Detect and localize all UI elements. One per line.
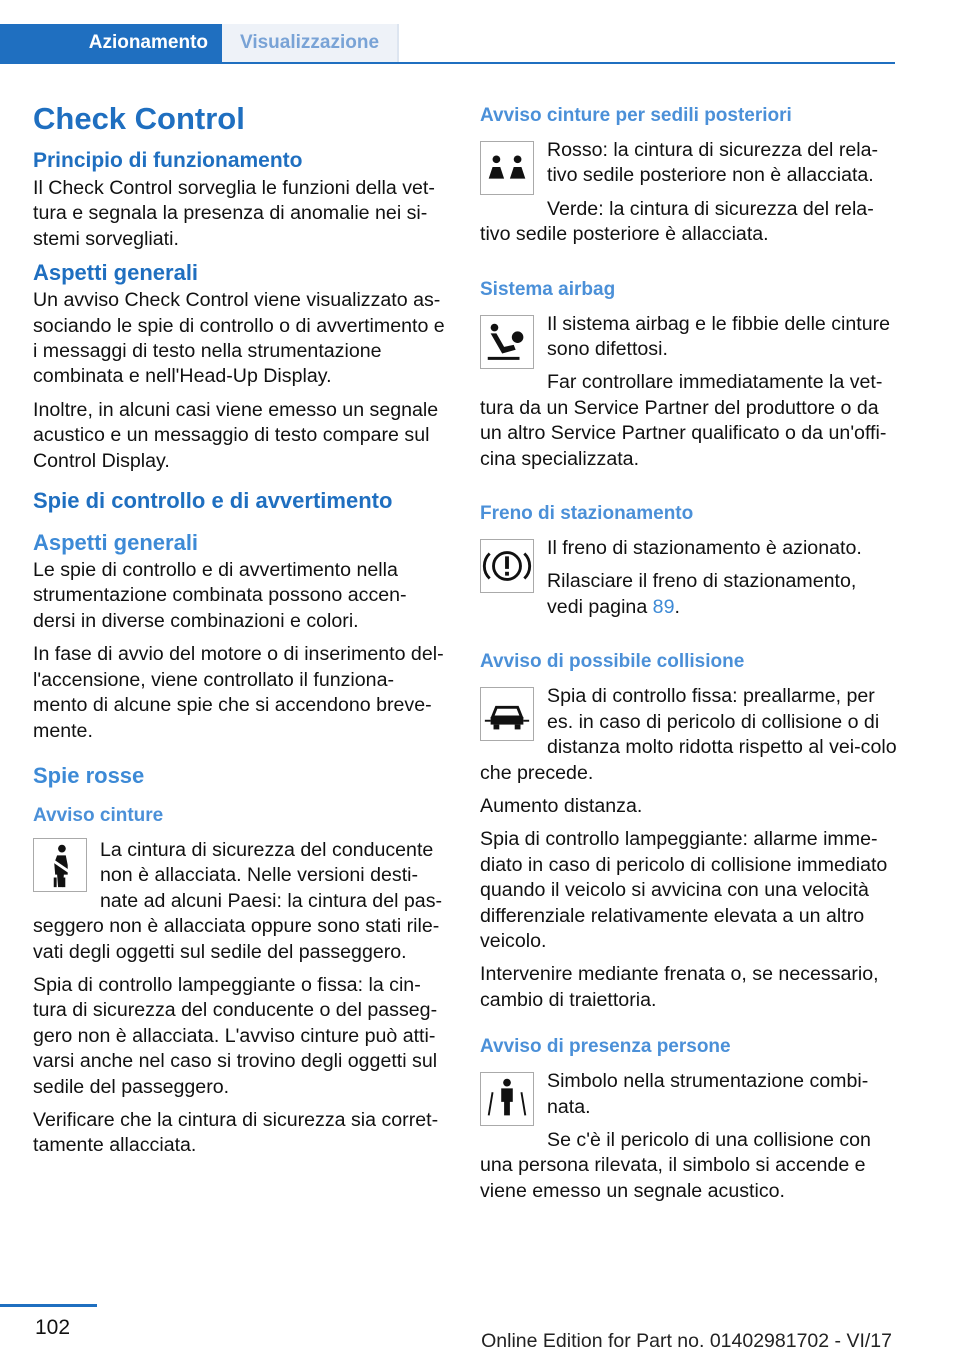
heading-cinture-posteriori: Avviso cinture per sedili posteriori [480,105,792,126]
page-number: 102 [35,1316,71,1339]
footer-edition: Online Edition for Part no. 01402981702 - VI/17 [481,1330,892,1352]
paragraph-cinture-2: Spia di controllo lampeggiante o fissa: la cin-tura di sicurezza del conducente o del passeg-gero non è allacciata. L'avviso cinture può atti-varsi anche nel caso si trovino degli oggetti sul sedile del passeggero. [33,973,438,1098]
paragraph-posteriori-2: Verde: la cintura di sicurezza del rela-tivo sedile posteriore è allacciata. [480,197,874,246]
paragraph-principio: Il Check Control sorveglia le funzioni della vet-tura e segnala la presenza di anomalie nei si-stemi sorvegliati. [33,177,435,250]
paragraph-persone-1: Simbolo nella strumentazione combi-nata. [547,1070,869,1118]
paragraph-aspetti2-a: Le spie di controllo e di avvertimento nella strumentazione combinata possono accen-dersi in diverse combinazioni e colori. [33,559,407,632]
heading-airbag: Sistema airbag [480,278,616,300]
paragraph-posteriori-1: Rosso: la cintura di sicurezza del rela-tivo sedile posteriore non è allacciata. [547,139,879,187]
page-title: Check Control [33,101,245,136]
paragraph-freno-1: Il freno di stazionamento è azionato. [547,537,862,560]
heading-avviso-cinture: Avviso cinture [33,804,164,826]
parking-brake-icon [480,539,534,593]
footer-rule [0,1304,97,1307]
paragraph-collisione-3: Spia di controllo lampeggiante: allarme imme-diato in caso di pericolo di collisione immediato quando il veicolo si avvicina con una velocità differenziale relativamente elevata a un altro veicolo. [480,828,888,952]
header-tabbar [0,24,895,64]
heading-persone: Avviso di presenza persone [480,1036,731,1058]
right-column [480,104,897,1212]
paragraph-freno-2 [480,569,897,620]
airbag-icon [480,315,534,369]
heading-spie-rosse: Spie rosse [33,762,145,788]
collision-warning-icon [480,687,534,741]
heading-aspetti-generali-2: Aspetti generali [33,530,199,556]
tab-azionamento[interactable]: Azionamento [0,24,222,62]
paragraph-airbag-2: Far controllare immediatamente la vet-tura da un Service Partner del produttore o da un altro Service Partner qualificato o da un'offi-cina specializzata. [480,371,887,470]
paragraph-aspetti2-b: In fase di avvio del motore o di inserimento del-l'accensione, viene controllato il funziona-mento di alcune spie che si accendono breve-mente. [33,643,444,742]
heading-collisione: Avviso di possibile collisione [480,651,745,673]
paragraph-cinture-1: La cintura di sicurezza del conducente non è allacciata. Nelle versioni desti-nate ad alcuni Paesi: la cintura del pas-seggero non è allacciata oppure sono stati rile-vati degli oggetti sul sedile del passeggero. [33,838,443,963]
seatbelt-warning-icon [33,838,87,892]
page-link-89[interactable]: 89 [652,595,675,618]
freno-text: Rilasciare il freno di stazionamento, vedi pagina [547,570,857,618]
left-column [33,100,445,1167]
paragraph-cinture-3: Verificare che la cintura di sicurezza sia corret-tamente allacciata. [33,1108,439,1157]
heading-freno: Freno di stazionamento [480,503,694,525]
freno-text-end: . [674,595,680,618]
paragraph-persone-2: Se c'è il pericolo di una collisione con una persona rilevata, il simbolo si accende e viene emesso un segnale acustico. [480,1128,871,1202]
paragraph-collisione-2: Aumento distanza. [480,794,643,817]
paragraph-collisione-4: Intervenire mediante frenata o, se necessario, cambio di traiettoria. [480,963,879,1011]
paragraph-aspetti-a: Un avviso Check Control viene visualizzato as-sociando le spie di controllo o di avvertimento e i messaggi di testo nella strumentazione combinata e nell'Head-Up Display. [33,289,445,388]
paragraph-airbag-1: Il sistema airbag e le fibbie delle cinture sono difettosi. [547,312,891,361]
heading-spie: Spie di controllo e di avvertimento [33,488,393,514]
heading-principio: Principio di funzionamento [33,149,303,172]
tab-visualizzazione[interactable]: Visualizzazione [222,24,399,62]
heading-aspetti-generali: Aspetti generali [33,260,199,286]
paragraph-collisione-1: Spia di controllo fissa: preallarme, per es. in caso di pericolo di collisione o di distanza molto ridotta rispetto al vei-colo che precede. [480,685,897,784]
rear-seatbelt-icon [480,141,534,195]
pedestrian-warning-icon [480,1072,534,1126]
paragraph-aspetti-b: Inoltre, in alcuni casi viene emesso un segnale acustico e un messaggio di testo compare sul Control Display. [33,398,439,472]
